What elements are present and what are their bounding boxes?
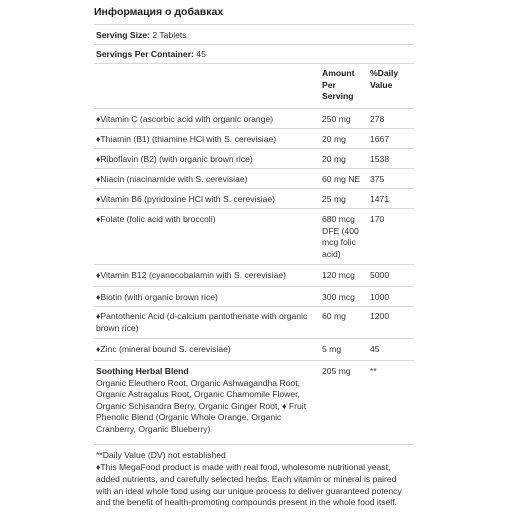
- divider: [94, 63, 414, 64]
- nutrient-dv: 278: [370, 114, 385, 124]
- divider: [94, 286, 414, 287]
- nutrient-dv: 375: [370, 174, 385, 184]
- divider: [94, 128, 414, 129]
- divider: [94, 108, 414, 109]
- herbal-blend-name: Soothing Herbal Blend: [96, 366, 189, 376]
- herbal-blend-amount: 205 mg: [322, 366, 351, 376]
- nutrient-name: ♦Riboflavin (B2) (with organic brown rice): [96, 154, 253, 164]
- nutrient-name: ♦Biotin (with organic brown rice): [96, 292, 218, 302]
- megafood-footnote: ♦This MegaFood product is made with real food, wholesome nutritional yeast, added nutrients, and carefully selected herbs. Each vitamin or mineral is paired with an ideal whole food using our unique process to deliver guaranteed potency and the benefit of health-promoting compounds present in the whole food itself.: [96, 462, 402, 508]
- divider: [94, 24, 414, 25]
- nutrient-dv: 170: [370, 214, 385, 224]
- nutrient-name: ♦Niacin (niacinamide with S. cerevisiae): [96, 174, 248, 184]
- herbal-blend: [96, 366, 314, 435]
- nutrient-dv: 1538: [370, 154, 390, 164]
- nutrient-name: ♦Vitamin C (ascorbic acid with organic orange): [96, 114, 274, 124]
- divider: [94, 208, 414, 209]
- nutrient-dv: 1471: [370, 194, 390, 204]
- nutrient-amount: 20 mg: [322, 154, 346, 164]
- daily-value-header: %Daily Value: [370, 68, 399, 90]
- herbal-blend-description: Organic Eleuthero Root, Organic Ashwagandha Root, Organic Astragalus Root, Organic Chamomile Flower, Organic Schisandra Berry, Organic Ginger Root, ♦ Fruit Phenolic Blend (Organic Whole Orange, Organic Cranberry, Organic Blueberry): [96, 377, 307, 434]
- nutrient-amount: 60 mg: [322, 311, 346, 321]
- nutrient-amount: 120 mcg: [322, 270, 355, 280]
- nutrient-name: ♦Vitamin B6 (pyridoxine HCl with S. cerevisiae): [96, 194, 276, 204]
- nutrient-dv: 1667: [370, 134, 390, 144]
- nutrient-amount: 680 mcg DFE (400 mcg folic acid): [322, 214, 359, 259]
- nutrient-amount: 20 mg: [322, 134, 346, 144]
- divider: [94, 360, 414, 361]
- divider: [94, 444, 414, 445]
- divider: [94, 338, 414, 339]
- nutrient-name: ♦Folate (folic acid with broccoli): [96, 214, 216, 224]
- nutrient-name: ♦Zinc (mineral bound S. cerevisiae): [96, 344, 231, 354]
- nutrient-dv: 1200: [370, 311, 390, 321]
- nutrient-name: ♦Thiamin (B1) (thiamine HCl with S. cerevisiae): [96, 134, 277, 144]
- divider: [94, 168, 414, 169]
- nutrient-amount: 25 mg: [322, 194, 346, 204]
- servings-per-container-label: Servings Per Container:: [96, 49, 194, 59]
- nutrient-dv: 1000: [370, 292, 390, 302]
- divider: [94, 264, 414, 265]
- nutrient-name: ♦Vitamin B12 (cyanocobalamin with S. cerevisiae): [96, 270, 287, 280]
- nutrient-dv: 45: [370, 344, 380, 354]
- divider: [94, 148, 414, 149]
- divider: [94, 188, 414, 189]
- daily-value-footnote: **Daily Value (DV) not established: [96, 450, 226, 460]
- herbal-blend-dv: **: [370, 366, 377, 376]
- nutrient-amount: 60 mg NE: [322, 174, 361, 184]
- serving-size-value: 2 Tablets: [152, 30, 187, 40]
- nutrient-amount: 300 mcg: [322, 292, 355, 302]
- divider: [94, 44, 414, 45]
- page-title: Информация о добавках: [94, 6, 224, 18]
- nutrient-dv: 5000: [370, 270, 390, 280]
- serving-size-label: Serving Size:: [96, 30, 150, 40]
- servings-per-container-value: 45: [196, 49, 206, 59]
- divider: [94, 306, 414, 307]
- servings-per-container: [96, 49, 206, 59]
- nutrient-amount: 250 mg: [322, 114, 351, 124]
- amount-header: Amount Per Serving: [322, 68, 355, 101]
- nutrient-amount: 5 mg: [322, 344, 342, 354]
- serving-size: [96, 30, 187, 40]
- nutrient-name: ♦Pantothenic Acid (d-calcium pantothenate with organic brown rice): [96, 311, 308, 333]
